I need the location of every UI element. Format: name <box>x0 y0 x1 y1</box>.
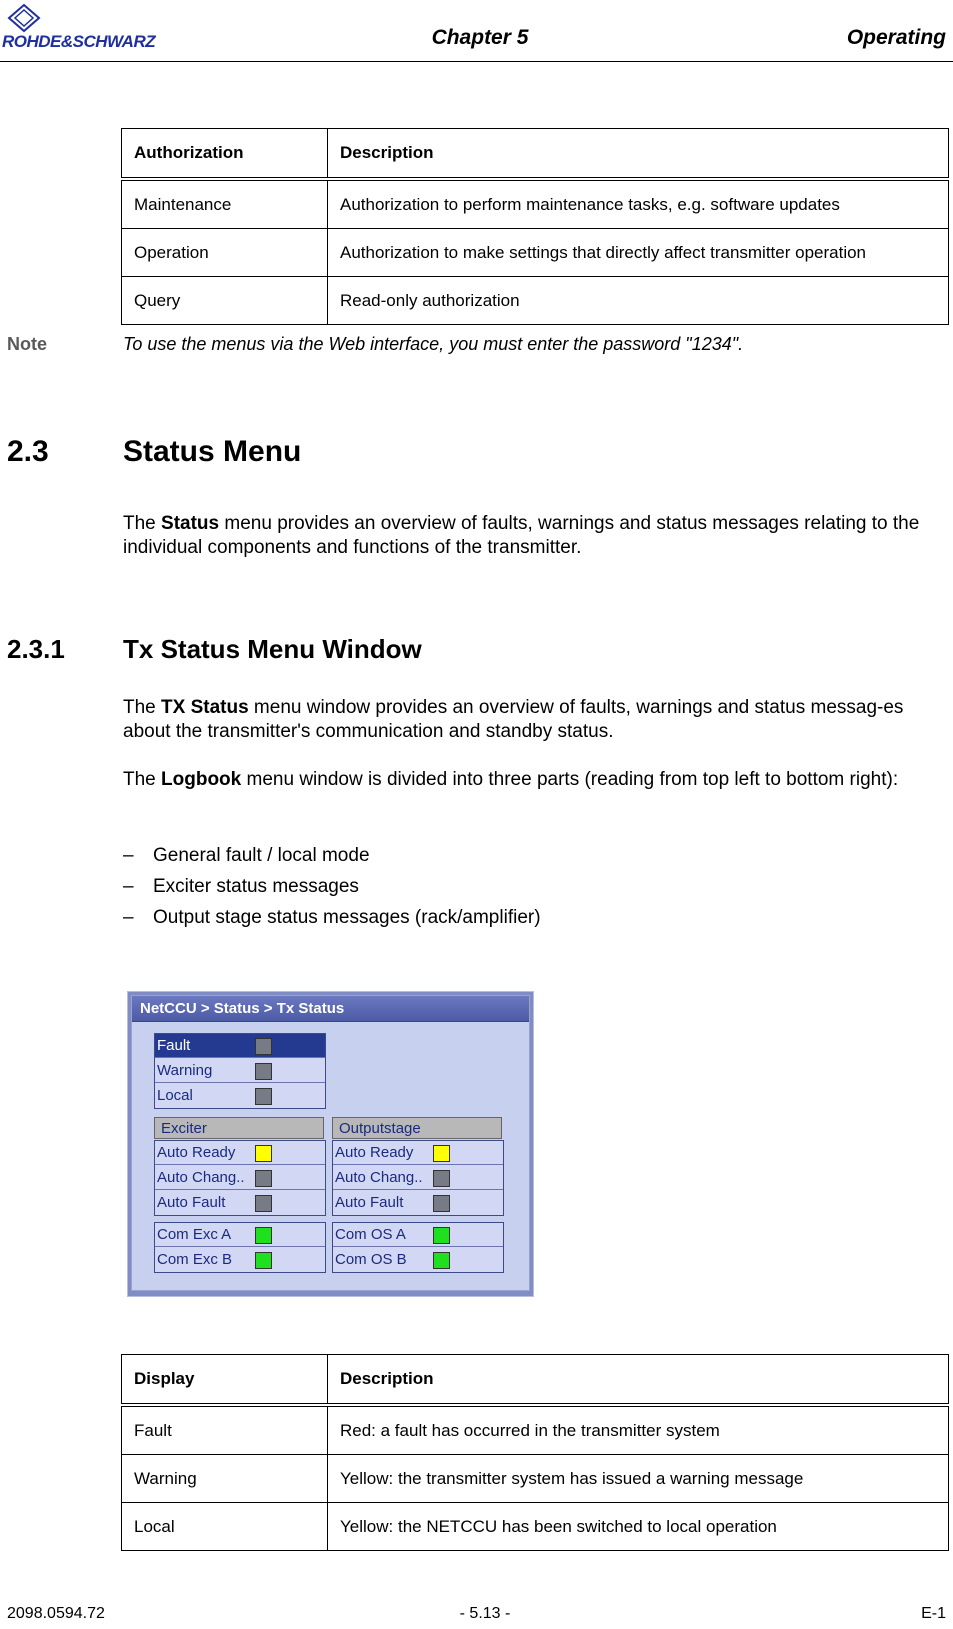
com-exc-b-led-icon <box>255 1252 272 1269</box>
exciter-status-group <box>154 1140 326 1216</box>
auto-change-led-icon <box>255 1170 272 1187</box>
para-bold: TX Status <box>161 697 249 718</box>
table-row <box>122 179 949 229</box>
list-item: – Output stage status messages (rack/amplifier) <box>123 907 541 928</box>
exciter-auto-ready[interactable] <box>155 1141 325 1165</box>
table-cell: Read-only authorization <box>328 277 949 325</box>
table-cell: Authorization to make settings that directly affect transmitter operation <box>328 229 949 277</box>
auto-ready-led-icon <box>433 1145 450 1162</box>
rohde-schwarz-logo <box>2 4 224 52</box>
logbook-paragraph <box>123 768 949 792</box>
section-heading: Status Menu <box>123 435 302 468</box>
status-label: Com OS A <box>335 1226 406 1243</box>
para-text: The <box>123 697 162 718</box>
para-text: menu window provides an overview of faults, warnings and status messag-es about the transmitter's communication and standby status. <box>123 697 904 742</box>
table-cell: Yellow: the NETCCU has been switched to local operation <box>328 1503 949 1551</box>
os-auto-fault[interactable] <box>333 1191 503 1215</box>
outputstage-status-group <box>332 1140 504 1216</box>
table-cell: Yellow: the transmitter system has issued a warning message <box>328 1455 949 1503</box>
para-text: The <box>123 513 162 534</box>
section-title: Operating <box>846 26 946 49</box>
warning-led-icon <box>255 1063 272 1080</box>
table-cell: Operation <box>122 229 328 277</box>
list-item: – General fault / local mode <box>123 845 370 866</box>
auto-fault-led-icon <box>255 1195 272 1212</box>
com-exc-a-led-icon <box>255 1227 272 1244</box>
com-exc-b[interactable] <box>155 1248 325 1272</box>
status-label: Warning <box>157 1062 213 1079</box>
para-text: The <box>123 769 162 790</box>
status-label: Auto Chang.. <box>335 1169 423 1186</box>
status-row-local[interactable] <box>155 1084 325 1108</box>
com-exc-a[interactable] <box>155 1223 325 1247</box>
auto-change-led-icon <box>433 1170 450 1187</box>
table-row <box>122 1503 949 1551</box>
status-label: Auto Ready <box>335 1144 414 1161</box>
table-cell: Authorization to perform maintenance tasks, e.g. software updates <box>328 179 949 229</box>
com-os-b[interactable] <box>333 1248 503 1272</box>
com-os-a[interactable] <box>333 1223 503 1247</box>
logo-text: ROHDE&SCHWARZ <box>2 32 156 51</box>
table-row <box>122 1455 949 1503</box>
table-row <box>122 277 949 325</box>
table-header-row <box>122 1355 949 1406</box>
os-auto-change[interactable] <box>333 1166 503 1190</box>
tx-status-screenshot <box>127 991 534 1297</box>
footer-edition: E-1 <box>921 1605 946 1622</box>
status-label: Com Exc B <box>157 1251 233 1268</box>
tx-status-window <box>131 995 530 1291</box>
section-number: 2.3 <box>7 435 49 468</box>
window-title: NetCCU > Status > Tx Status <box>132 996 529 1022</box>
general-status-group <box>154 1033 326 1109</box>
subsection-number: 2.3.1 <box>7 634 65 664</box>
footer-doc-number: 2098.0594.72 <box>7 1605 105 1622</box>
list-item-text: General fault / local mode <box>153 845 370 866</box>
status-label: Auto Ready <box>157 1144 236 1161</box>
para-bold: Logbook <box>161 769 242 790</box>
status-row-fault[interactable] <box>155 1034 325 1058</box>
status-label: Com Exc A <box>157 1226 232 1243</box>
table-cell: Warning <box>122 1455 328 1503</box>
status-row-warning[interactable] <box>155 1059 325 1083</box>
exciter-auto-fault[interactable] <box>155 1191 325 1215</box>
auto-ready-led-icon <box>255 1145 272 1162</box>
os-auto-ready[interactable] <box>333 1141 503 1165</box>
auto-fault-led-icon <box>433 1195 450 1212</box>
table-header-cell: Display <box>122 1355 328 1406</box>
status-label: Com OS B <box>335 1251 407 1268</box>
exciter-auto-change[interactable] <box>155 1166 325 1190</box>
subsection-heading: Tx Status Menu Window <box>123 634 422 664</box>
table-row <box>122 1405 949 1455</box>
para-bold: Status <box>161 513 220 534</box>
table-cell: Local <box>122 1503 328 1551</box>
footer-page-number: - 5.13 - <box>459 1605 511 1622</box>
para-text: menu provides an overview of faults, warnings and status messages relating to the individual components and functions of the transmitter. <box>123 513 920 558</box>
header-divider <box>0 61 953 62</box>
outputstage-header: Outputstage <box>332 1117 502 1139</box>
logo-diamond-icon <box>6 4 46 34</box>
para-text: menu window is divided into three parts (reading from top left to bottom right): <box>241 769 899 790</box>
status-label: Fault <box>157 1037 191 1054</box>
chapter-title: Chapter 5 <box>431 26 529 49</box>
table-header-row <box>122 129 949 180</box>
status-label: Local <box>157 1087 193 1104</box>
fault-led-icon <box>255 1038 272 1055</box>
table-cell: Maintenance <box>122 179 328 229</box>
table-header-cell: Authorization <box>122 129 328 180</box>
tx-status-paragraph <box>123 696 949 744</box>
list-item: – Exciter status messages <box>123 876 359 897</box>
table-cell: Red: a fault has occurred in the transmitter system <box>328 1405 949 1455</box>
status-label: Auto Chang.. <box>157 1169 245 1186</box>
note-label: Note <box>7 334 47 354</box>
com-os-a-led-icon <box>433 1227 450 1244</box>
local-led-icon <box>255 1088 272 1105</box>
outputstage-com-group <box>332 1222 504 1273</box>
table-cell: Fault <box>122 1405 328 1455</box>
table-cell: Query <box>122 277 328 325</box>
com-os-b-led-icon <box>433 1252 450 1269</box>
list-item-text: Exciter status messages <box>153 876 359 897</box>
table-row <box>122 229 949 277</box>
exciter-com-group <box>154 1222 326 1273</box>
status-label: Auto Fault <box>335 1194 404 1211</box>
table-header-cell: Description <box>328 1355 949 1406</box>
status-menu-paragraph <box>123 512 949 560</box>
table-header-cell: Description <box>328 129 949 180</box>
authorization-table <box>121 128 949 325</box>
exciter-header: Exciter <box>154 1117 324 1139</box>
display-table <box>121 1354 949 1551</box>
note-text: To use the menus via the Web interface, you must enter the password "1234". <box>123 334 744 354</box>
status-label: Auto Fault <box>157 1194 226 1211</box>
list-item-text: Output stage status messages (rack/amplifier) <box>153 907 541 928</box>
